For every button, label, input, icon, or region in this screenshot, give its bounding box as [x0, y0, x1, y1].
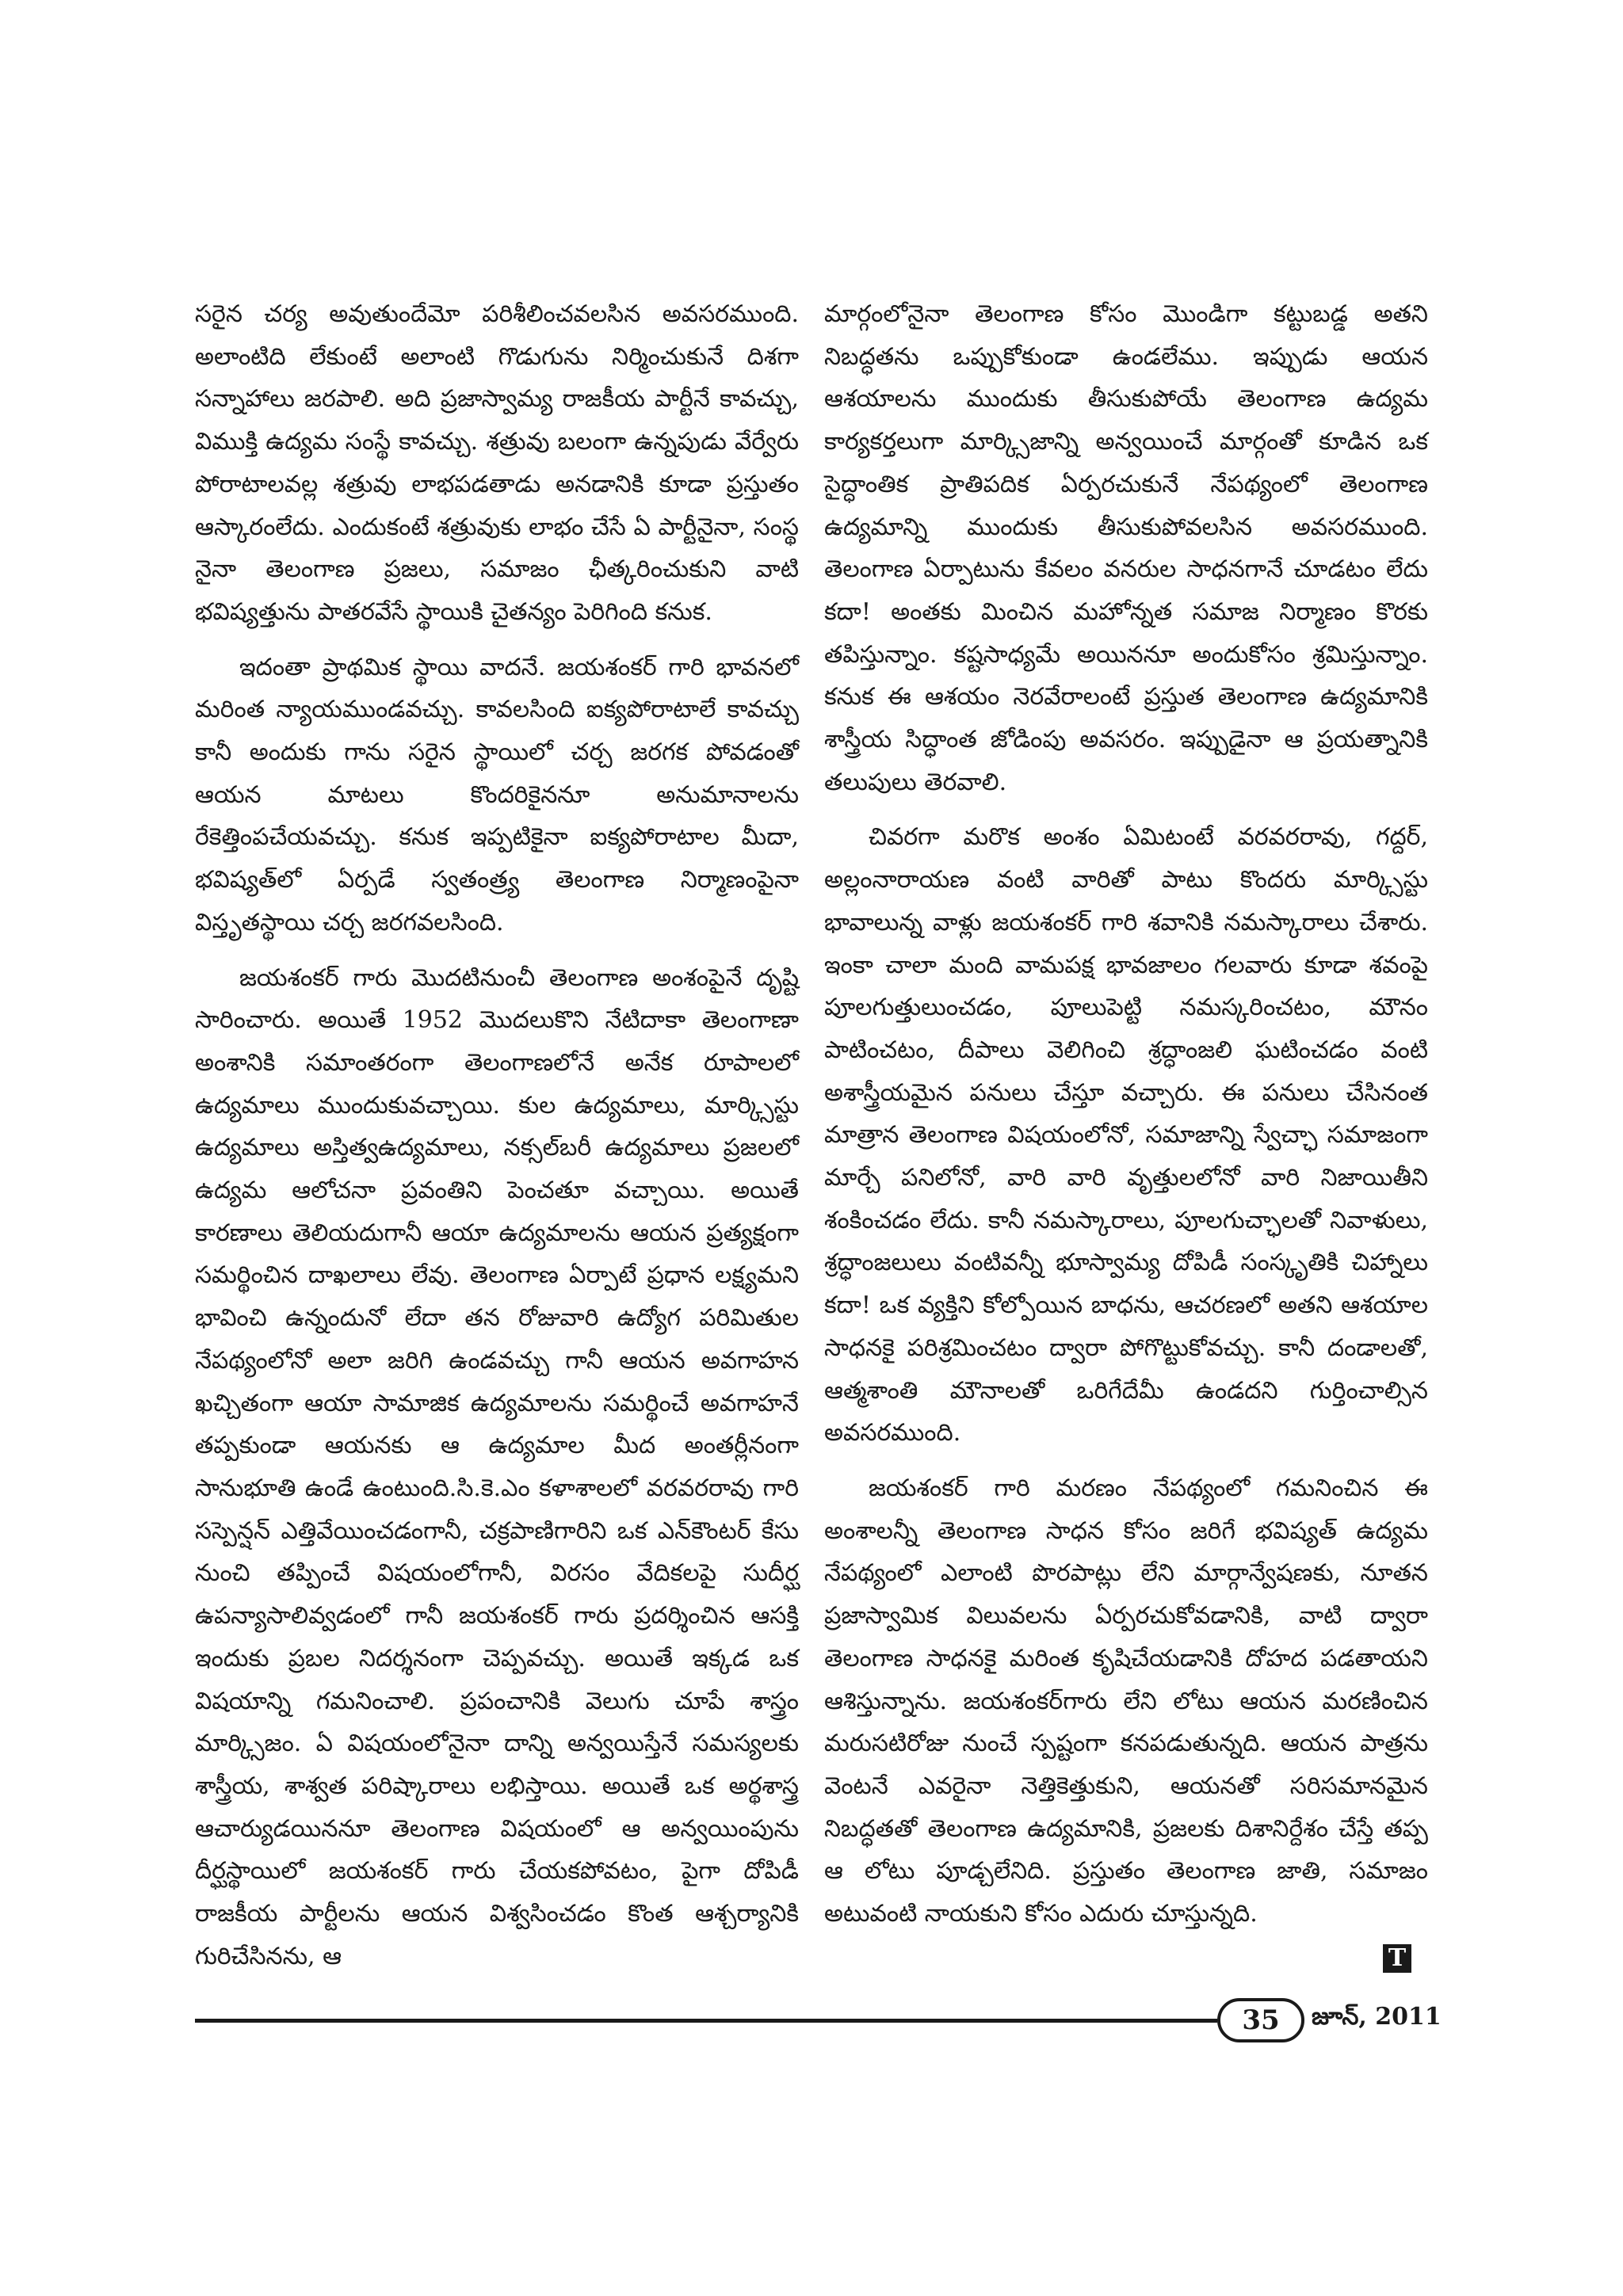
paragraph: జయశంకర్ గారి మరణం నేపథ్యంలో గమనించిన ఈ అంశాలన్నీ తెలంగాణ సాధన కోసం జరిగే భవిష్యత్ ఉద్యమ నేపథ్యంలో ఎలాంటి పొరపాట్లు లేని మార్గాన్వేషణకు, నూతన ప్రజాస్వామిక విలువలను ఏర్పరచుకోవడానికి, వాటి ద్వారా తెలంగాణ సాధనకై మరింత కృషిచేయడానికి దోహద పడతాయని ఆశిస్తున్నాను. జయశంకర్‌గారు లేని లోటు ఆయన మరణించిన మరుసటిరోజు నుంచే స్పష్టంగా కనపడుతున్నది. ఆయన పాత్రను వెంటనే ఎవరైనా నెత్తికెత్తుకుని, ఆయనతో సరిసమానమైన నిబద్ధతతో తెలంగాణ ఉద్యమానికి, ప్రజలకు దిశానిర్దేశం చేస్తే తప్ప ఆ లోటు పూడ్చలేనిది. ప్రస్తుతం తెలంగాణ జాతి, సమాజం అటువంటి నాయకుని కోసం ఎదురు చూస్తున్నది.: [824, 1474, 1428, 1928]
article-column-left: [195, 293, 799, 1990]
paragraph: మార్గంలోనైనా తెలంగాణ కోసం మొండిగా కట్టుబడ్డ అతని నిబద్ధతను ఒప్పుకోకుండా ఉండలేము. ఇప్పుడు ఆయన ఆశయాలను ముందుకు తీసుకుపోయే తెలంగాణ ఉద్యమ కార్యకర్తలుగా మార్క్సిజాన్ని అన్వయించే మార్గంతో కూడిన ఒక సైద్ధాంతిక ప్రాతిపదిక ఏర్పరచుకునే నేపథ్యంలో తెలంగాణ ఉద్యమాన్ని ముందుకు తీసుకుపోవలసిన అవసరముంది. తెలంగాణ ఏర్పాటును కేవలం వనరుల సాధనగానే చూడటం లేదు కదా! అంతకు మించిన మహోన్నత సమాజ నిర్మాణం కొరకు తపిస్తున్నాం. కష్టసాధ్యమే అయిననూ అందుకోసం శ్రమిస్తున్నాం. కనుక ఈ ఆశయం నెరవేరాలంటే ప్రస్తుత తెలంగాణ ఉద్యమానికి శాస్త్రీయ సిద్ధాంత జోడింపు అవసరం. ఇప్పుడైనా ఆ ప్రయత్నానికి తలుపులు తెరవాలి.: [824, 300, 1428, 796]
footer-rule: [195, 2019, 1217, 2023]
paragraph: జయశంకర్ గారు మొదటినుంచీ తెలంగాణ అంశంపైనే దృష్టి సారించారు. అయితే 1952 మొదలుకొని నేటిదాకా తెలంగాణా అంశానికి సమాంతరంగా తెలంగాణలోనే అనేక రూపాలలో ఉద్యమాలు ముందుకువచ్చాయి. కుల ఉద్యమాలు, మార్క్సిస్టు ఉద్యమాలు అస్తిత్వఉద్యమాలు, నక్సల్‌బరీ ఉద్యమాలు ప్రజలలో ఉద్యమ ఆలోచనా ప్రవంతిని పెంచతూ వచ్చాయి. అయితే కారణాలు తెలియదుగానీ ఆయా ఉద్యమాలను ఆయన ప్రత్యక్షంగా సమర్థించిన దాఖలాలు లేవు. తెలంగాణ ఏర్పాటే ప్రధాన లక్ష్యమని భావించి ఉన్నందునో లేదా తన రోజువారి ఉద్యోగ పరిమితుల నేపథ్యంలోనో అలా జరిగి ఉండవచ్చు గానీ ఆయన అవగాహన ఖచ్చితంగా ఆయా సామాజిక ఉద్యమాలను సమర్థించే అవగాహనే తప్పకుండా ఆయనకు ఆ ఉద్యమాల మీద అంతర్లీనంగా సానుభూతి ఉండే ఉంటుంది.సి.కె.ఎం కళాశాలలో వరవరరావు గారి సస్పెన్షన్ ఎత్తివేయించడంగానీ, చక్రపాణిగారిని ఒక ఎన్‌కౌంటర్ కేసు నుంచి తప్పించే విషయంలోగానీ, విరసం వేదికలపై సుదీర్ఘ ఉపన్యాసాలివ్వడంలో గానీ జయశంకర్ గారు ప్రదర్శించిన ఆసక్తి ఇందుకు ప్రబల నిదర్శనంగా చెప్పవచ్చు. అయితే ఇక్కడ ఒక విషయాన్ని గమనించాలి. ప్రపంచానికి వెలుగు చూపే శాస్త్రం మార్క్సిజం. ఏ విషయంలోనైనా దాన్ని అన్వయిస్తేనే సమస్యలకు శాస్త్రీయ, శాశ్వత పరిష్కారాలు లభిస్తాయి. అయితే ఒక అర్థశాస్త్ర ఆచార్యుడయిననూ తెలంగాణ విషయంలో ఆ అన్వయింపును దీర్ఘస్థాయిలో జయశంకర్ గారు చేయకపోవటం, పైగా దోపిడీ రాజకీయ పార్టీలను ఆయన విశ్వసించడం కొంత ఆశ్చర్యానికి గురిచేసినను, ఆ: [195, 963, 799, 1970]
article-end-mark: T: [1383, 1944, 1411, 1973]
paragraph: ఇదంతా ప్రాథమిక స్థాయి వాదనే. జయశంకర్ గారి భావనలో మరింత న్యాయముండవచ్చు. కావలసింది ఐక్యపోరాటాలే కావచ్చు కానీ అందుకు గాను సరైన స్థాయిలో చర్చ జరగక పోవడంతో ఆయన మాటలు కొందరికైననూ అనుమానాలను రేకెత్తింపచేయవచ్చు. కనుక ఇప్పటికైనా ఐక్యపోరాటాల మీదా, భవిష్యత్‌లో ఏర్పడే స్వతంత్ర్య తెలంగాణ నిర్మాణంపైనా విస్తృతస్థాయి చర్చ జరగవలసింది.: [195, 653, 799, 936]
page-number: 35: [1217, 1998, 1304, 2042]
paragraph: చివరగా మరొక అంశం ఏమిటంటే వరవరరావు, గద్దర్, అల్లంనారాయణ వంటి వారితో పాటు కొందరు మార్క్సిస్టు భావాలున్న వాళ్లు జయశంకర్ గారి శవానికి నమస్కారాలు చేశారు. ఇంకా చాలా మంది వామపక్ష భావజాలం గలవారు కూడా శవంపై పూలగుత్తులుంచడం, పూలుపెట్టి నమస్కరించటం, మౌనం పాటించటం, దీపాలు వెలిగించి శ్రద్ధాంజలి ఘటించడం వంటి అశాస్త్రీయమైన పనులు చేస్తూ వచ్చారు. ఈ పనులు చేసినంత మాత్రాన తెలంగాణ విషయంలోనో, సమాజాన్ని స్వేచ్ఛా సమాజంగా మార్చే పనిలోనో, వారి వారి వృత్తులలోనో వారి నిజాయితీని శంకించడం లేదు. కానీ నమస్కారాలు, పూలగుచ్ఛాలతో నివాళులు, శ్రద్ధాంజలులు వంటివన్నీ భూస్వామ్య దోపిడీ సంస్కృతికి చిహ్నాలు కదా! ఒక వ్యక్తిని కోల్పోయిన బాధను, ఆచరణలో అతని ఆశయాల సాధనకై పరిశ్రమించటం ద్వారా పోగొట్టుకోవచ్చు. కానీ దండాలతో, ఆత్మశాంతి మౌనాలతో ఒరిగేదేమీ ఉండదని గుర్తించాల్సిన అవసరముంది.: [824, 823, 1428, 1447]
paragraph: సరైన చర్య అవుతుందేమో పరిశీలించవలసిన అవసరముంది. అలాంటిది లేకుంటే అలాంటి గొడుగును నిర్మించుకునే దిశగా సన్నాహాలు జరపాలి. అది ప్రజాస్వామ్య రాజకీయ పార్టీనే కావచ్చు, విముక్తి ఉద్యమ సంస్థే కావచ్చు. శత్రువు బలంగా ఉన్నపుడు వేర్వేరు పోరాటాలవల్ల శత్రువు లాభపడతాడు అనడానికి కూడా ప్రస్తుతం ఆస్కారంలేదు. ఎందుకంటే శత్రువుకు లాభం చేసే ఏ పార్టీనైనా, సంస్థ నైనా తెలంగాణ ప్రజలు, సమాజం ఛీత్కరించుకుని వాటి భవిష్యత్తును పాతరవేసే స్థాయికి చైతన్యం పెరిగింది కనుక.: [195, 300, 799, 626]
issue-date: జూన్, 2011: [1312, 2003, 1442, 2031]
article-column-right: [824, 293, 1428, 1948]
